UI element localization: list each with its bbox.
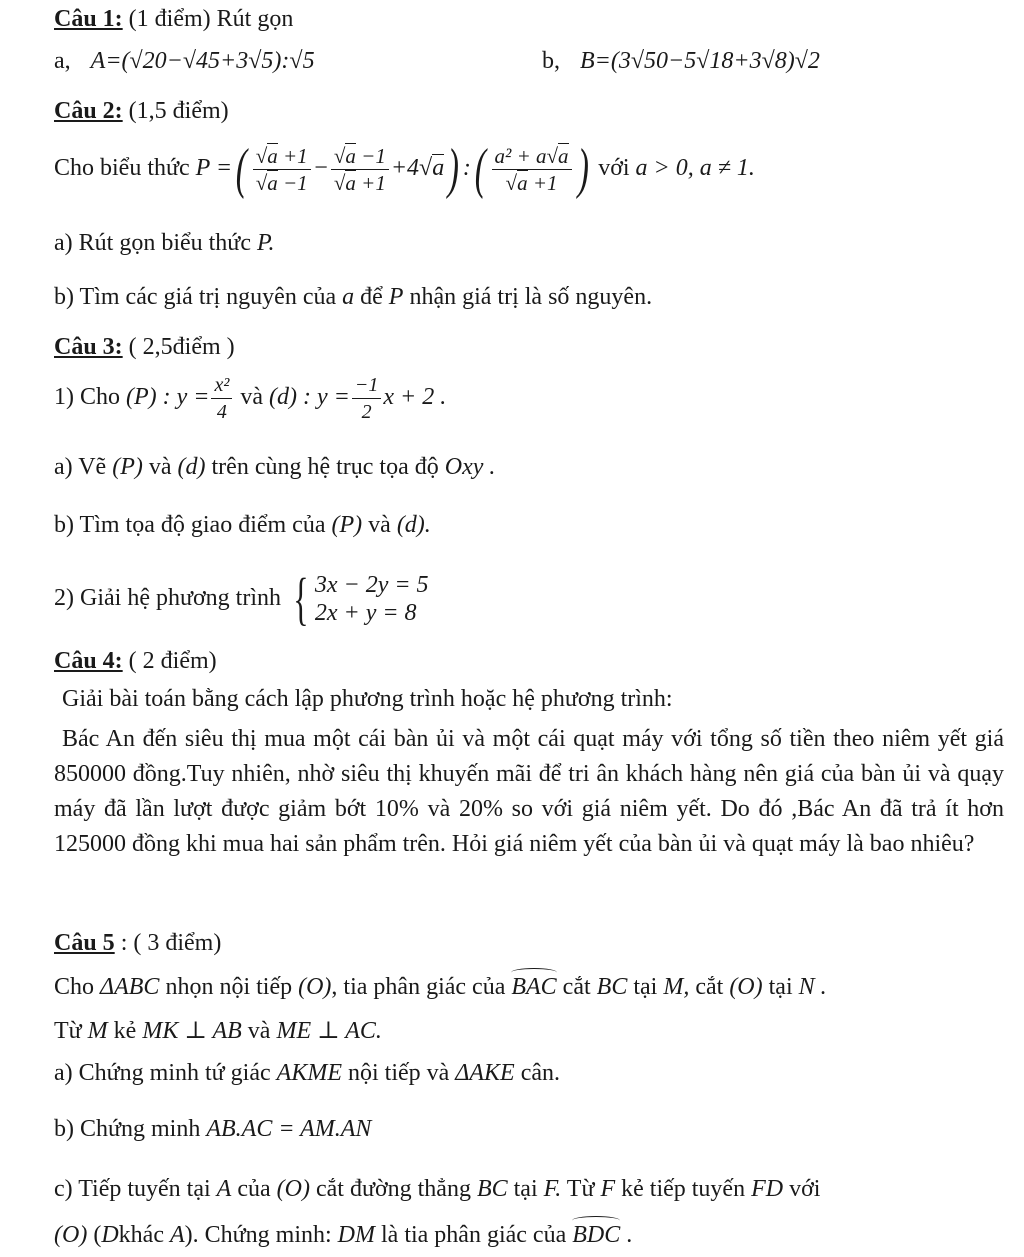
q5-c-bc: BC (476, 1176, 508, 1202)
q1-part-a (54, 46, 315, 76)
q1-part-b-label: b, (542, 48, 566, 74)
equation-1: 3x − 2y = 5 (314, 572, 429, 599)
q5-mk-perp-ab: MK ⊥ AB (142, 1018, 242, 1044)
system-brace: { (293, 566, 309, 632)
q5-l1-b: nhọn nội tiếp (159, 974, 299, 1000)
equation-system (315, 571, 429, 627)
q5-c-fd: FD (751, 1176, 784, 1202)
q4-intro: Giải bài toán bằng cách lập phương trình hoặc hệ phương trình: (62, 686, 673, 712)
q3-part-b-P: (P) (331, 512, 363, 538)
q2-part-a-text: a) Rút gọn biểu thức (54, 230, 257, 256)
q3-parabola: (P) : y = $\frac{\text{x²}}{4}$ (126, 384, 234, 410)
q5-part-b (54, 1114, 371, 1144)
q3-part-a-t3: trên cùng hệ trục tọa độ (205, 454, 445, 480)
q5-c2-a: A (169, 1222, 185, 1248)
q3-p2 (54, 566, 429, 630)
q5-c-t3: cắt đường thẳng (309, 1176, 477, 1202)
q5-part-c-line1 (54, 1174, 820, 1204)
q3-part-a-P: (P) (112, 454, 143, 480)
q5-l1-g: tại (762, 974, 799, 1000)
q5-l1-d: cắt (556, 974, 597, 1000)
q3-points: ( 2,5điểm ) (122, 334, 235, 360)
q5-part-a-t1: a) Chứng minh tứ giác (54, 1060, 277, 1086)
q3-p1-prefix: 1) Cho (54, 384, 126, 410)
q5-c-a: A (216, 1176, 232, 1202)
q2-heading (54, 96, 229, 126)
q5-part-b-t1: b) Chứng minh (54, 1116, 207, 1142)
q5-c2-end: . (620, 1222, 633, 1248)
q2-part-b-text1: b) Tìm các giá trị nguyên của (54, 284, 343, 310)
q5-c2-d: D (101, 1222, 119, 1248)
q5-me-perp-ac: ME ⊥ AC. (276, 1018, 382, 1044)
q4-heading (54, 646, 217, 676)
q2-condition: a > 0, a ≠ 1. (635, 155, 755, 181)
q5-l2-c: và (241, 1018, 277, 1044)
q4-title: Câu 4: (54, 648, 123, 674)
q5-c2-dm: DM (337, 1222, 375, 1248)
q5-l1-f: cắt (689, 974, 730, 1000)
q5-part-a (54, 1058, 560, 1088)
q5-c2-t3: ). Chứng minh: (184, 1222, 338, 1248)
q5-c-f: F. (543, 1176, 562, 1202)
q5-triangle-abc: ΔABC (100, 974, 160, 1000)
q4-body: Bác An đến siêu thị mua một cái bàn ủi và một cái quạt máy với tổng số tiền theo niêm yết giá 850000 đồng.Tuy nhiên, nhờ siêu thị khuyến mãi để tri ân khách hàng nên giá của bàn ủi và quạy máy đã lần lượt được giảm bớt 10% và 20% so với giá niêm yết. Do đó ,Bác An đã trả ít hơn 125000 đồng khi mua hai sản phẩm trên. Hỏi giá niêm yết của bàn ủi và quạt máy là bao nhiêu? (54, 726, 1004, 857)
q2-points: (1,5 điểm) (122, 98, 229, 124)
q3-part-a-t2: và (142, 454, 178, 480)
equation-2: 2x + y = 8 (314, 600, 417, 627)
q3-p1 (54, 366, 446, 428)
q5-segment-bc: BC (596, 974, 628, 1000)
q2-part-b-var1: a (342, 284, 355, 310)
q2-part-b-text2: để (354, 284, 389, 310)
q5-l2-m: M (87, 1018, 108, 1044)
q2-title: Câu 2: (54, 98, 123, 124)
q1-part-a-label: a, (54, 48, 77, 74)
q3-part-b-d: (d). (396, 512, 431, 538)
q5-l2-b: kẻ (107, 1018, 143, 1044)
q5-heading (54, 928, 221, 958)
q2-part-b-var2: P (388, 284, 404, 310)
q2-intro: Cho biểu thức (54, 155, 196, 181)
q5-circle-o: (O) (298, 974, 332, 1000)
q3-part-a-d: (d) (177, 454, 206, 480)
q5-angle-bdc: BDC (572, 1222, 621, 1248)
q5-point-m: M, (663, 974, 690, 1000)
q2-part-a (54, 228, 275, 258)
q5-l1-e: tại (627, 974, 664, 1000)
q5-c-o: (O) (276, 1176, 310, 1202)
q5-c-f2: F (600, 1176, 616, 1202)
q2-part-b (54, 282, 652, 312)
q5-title: Câu 5 (54, 930, 115, 956)
q3-part-b-t1: b) Tìm tọa độ giao điểm của (54, 512, 332, 538)
q5-points: : ( 3 điểm) (114, 930, 222, 956)
q5-c-t5: Từ (561, 1176, 601, 1202)
q5-quad-akme: AKME (276, 1060, 342, 1086)
q2-condition-prefix: với (598, 155, 636, 181)
q3-title: Câu 3: (54, 334, 123, 360)
q5-c2-t1: ( (87, 1222, 102, 1248)
q5-angle-bac: BAC (511, 974, 557, 1000)
q1-points: (1 điểm) Rút gọn (122, 6, 294, 32)
q3-part-b-t2: và (362, 512, 397, 538)
q1-heading (54, 4, 293, 34)
q5-line1 (54, 972, 827, 1002)
q1-title: Câu 1: (54, 6, 123, 32)
q5-l1-a: Cho (54, 974, 101, 1000)
q5-part-c-line2 (54, 1220, 632, 1250)
q3-p1-and: và (240, 384, 270, 410)
q5-point-n: N . (798, 974, 827, 1000)
q5-c-t1: c) Tiếp tuyến tại (54, 1176, 217, 1202)
q5-c-t4: tại (507, 1176, 544, 1202)
q5-c2-t4: là tia phân giác của (375, 1222, 573, 1248)
q3-part-a-oxy: Oxy . (444, 454, 496, 480)
q2-part-a-var: P. (256, 230, 275, 256)
q4-points: ( 2 điểm) (122, 648, 217, 674)
q5-part-a-t3: cân. (514, 1060, 561, 1086)
q1-part-b-expr: B=(3√50−5√18+3√8)√2 (580, 48, 820, 74)
q1-part-a-expr: A=(√20−√45+3√5):√5 (90, 48, 315, 74)
q3-part-b (54, 510, 431, 540)
q2-formula: P =( $\frac{√a +1}{√a -1}$ − $\frac{√a -1}{√a +1}$ +4√a) :( $\frac{\text{a² + a√a}}{√a +1}$ ) (195, 138, 589, 201)
q5-c-t2: của (231, 1176, 277, 1202)
q5-c-t6: kẻ tiếp tuyến (615, 1176, 752, 1202)
q5-line2 (54, 1016, 382, 1046)
q3-part-a-t1: a) Vẽ (54, 454, 113, 480)
q3-heading (54, 332, 235, 362)
q2-part-b-text3: nhận giá trị là số nguyên. (403, 284, 653, 310)
q5-c2-t2: khác (118, 1222, 170, 1248)
q5-part-a-t2: nội tiếp và (341, 1060, 456, 1086)
q2-expression-line (54, 132, 755, 204)
q3-line-d: (d) : y = $\frac{-1}{2}$ x + 2 . (269, 373, 447, 423)
q3-part-a (54, 452, 495, 482)
q5-circle-o-2: (O) (729, 974, 763, 1000)
q5-l1-c: , tia phân giác của (331, 974, 512, 1000)
q5-c-t7: với (783, 1176, 821, 1202)
q5-part-b-equation: AB.AC = AM.AN (206, 1116, 372, 1142)
q1-part-b (542, 46, 820, 76)
q5-triangle-ake: ΔAKE (455, 1060, 515, 1086)
q3-p2-prefix: 2) Giải hệ phương trình (54, 585, 287, 611)
q5-c2-o: (O) (54, 1222, 88, 1248)
q5-l2-a: Từ (54, 1018, 88, 1044)
